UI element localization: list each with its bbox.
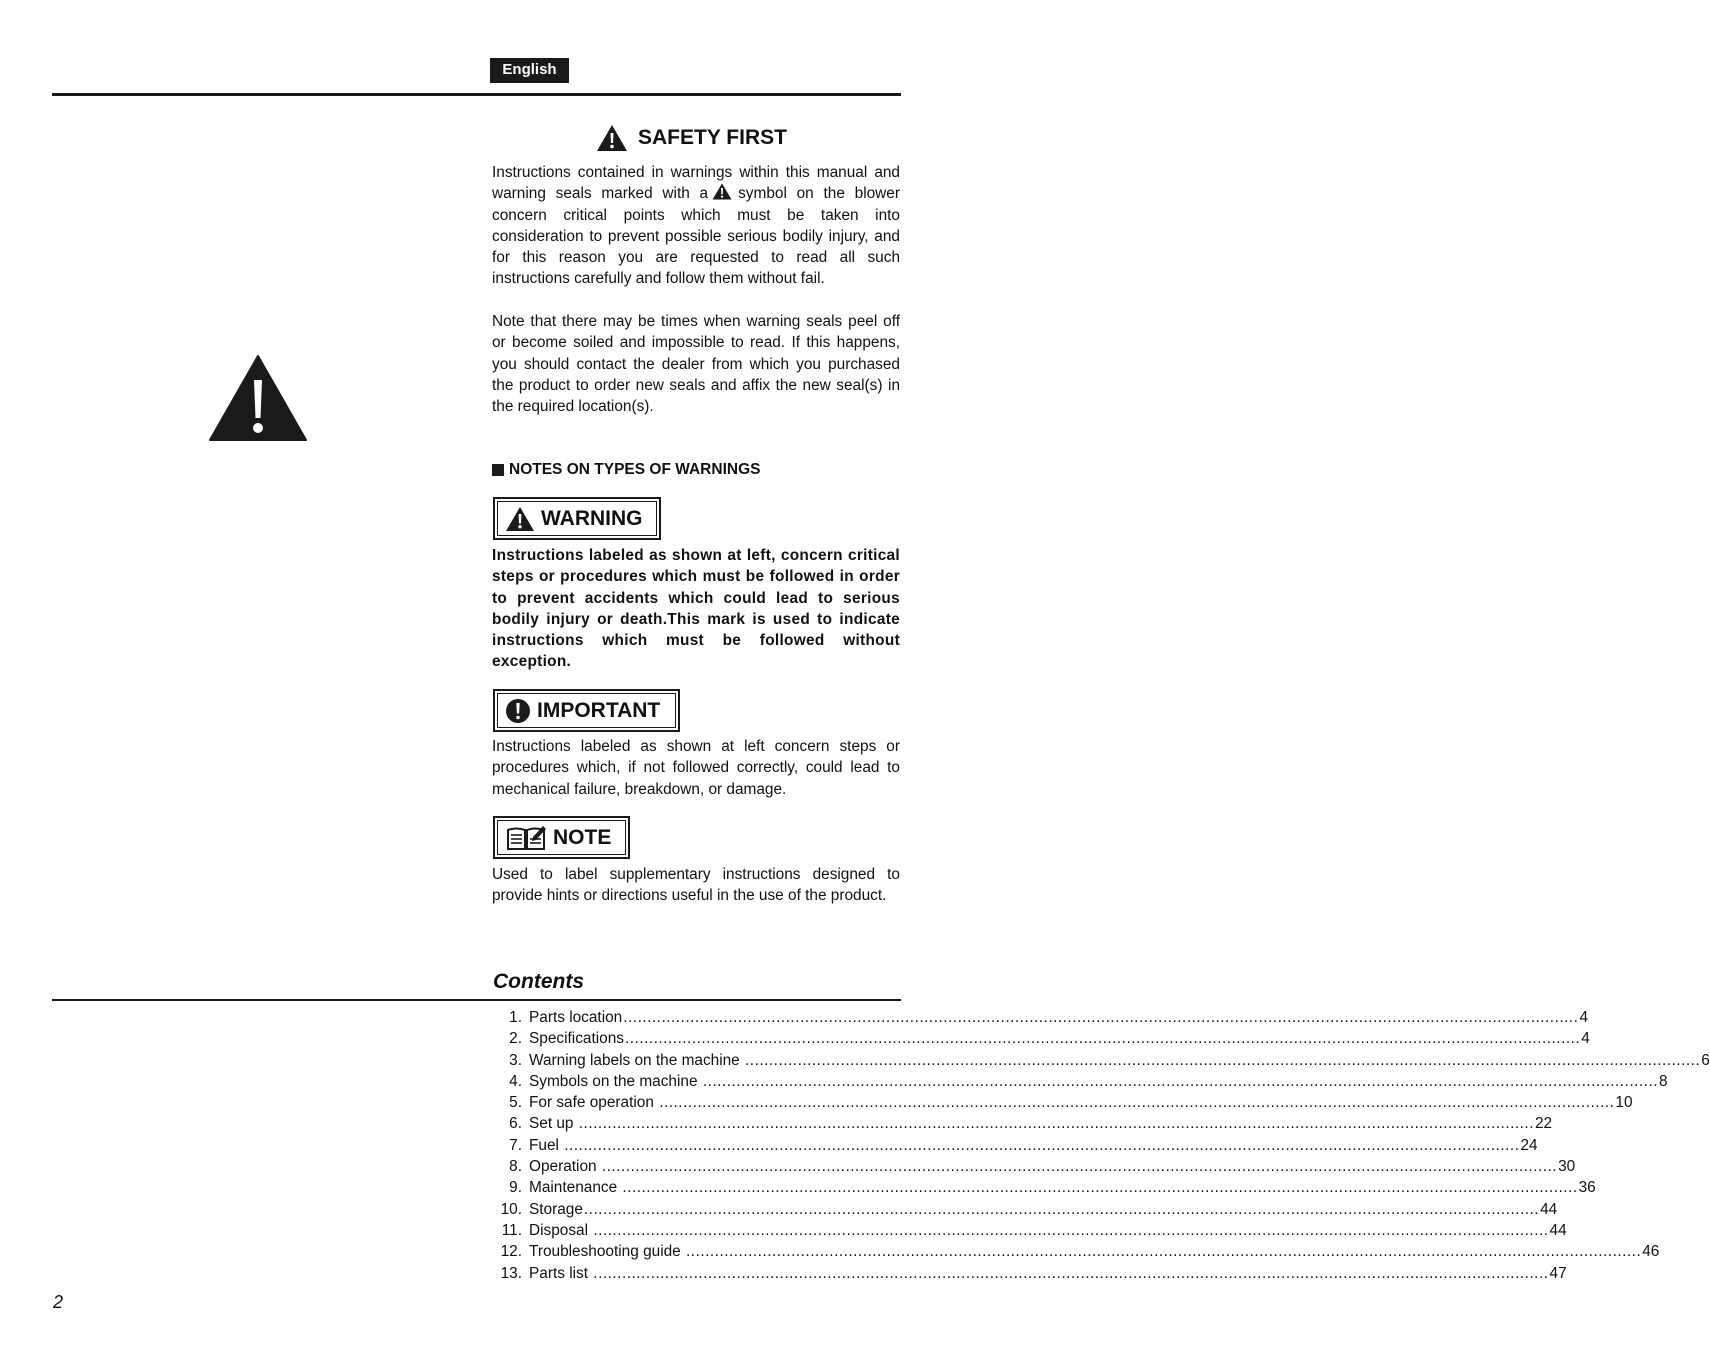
exclamation-circle-icon	[505, 698, 531, 724]
leader-dots: ........................................................................................................................................................................................................	[659, 1094, 1615, 1112]
toc-row[interactable]: 1. Parts location ........................................................................................................................................................................................................ 4	[509, 1009, 1589, 1026]
leader-dots: ........................................................................................................................................................................................................	[593, 1264, 1549, 1282]
toc-row[interactable]: 9. Maintenance ........................................................................................................................................................................................................ 36	[509, 1179, 1596, 1197]
square-bullet-icon	[492, 464, 504, 476]
toc-row[interactable]: 3. Warning labels on the machine ........................................................................................................................................................................................................ 6	[509, 1051, 1710, 1069]
leader-dots: ........................................................................................................................................................................................................	[583, 1200, 1540, 1218]
language-tab: English	[490, 58, 569, 83]
leader-dots: ........................................................................................................................................................................................................	[578, 1115, 1534, 1133]
warning-description: Instructions labeled as shown at left, concern critical steps or procedures which must be followed in order to prevent accidents which could lead to serious bodily injury or death.This mark is used to indicate instructions which must be followed without exception.	[492, 547, 900, 671]
warning-triangle-icon	[208, 354, 308, 442]
important-description: Instructions labeled as shown at left concern steps or procedures which, if not followed correctly, could lead to mechanical failure, breakdown, or damage.	[492, 738, 900, 798]
leader-dots: ........................................................................................................................................................................................................	[622, 1179, 1578, 1197]
safety-paragraph-1: Instructions contained in warnings within this manual and warning seals marked with a symbol on the blower concern critical points which must be taken into consideration to prevent possible serious bodily injury, and for this reason you are requested to read all such instructions carefully and follow them without fail.	[492, 164, 900, 288]
warning-triangle-icon	[596, 124, 628, 152]
warning-triangle-icon	[712, 183, 732, 200]
note-label: NOTE	[493, 816, 630, 859]
safety-paragraph-2: Note that there may be times when warning seals peel off or become soiled and impossible to read. If this happens, you should contact the dealer from which you purchased the product to order new seals and affix the new seal(s) in the required location(s).	[492, 313, 900, 416]
important-label: IMPORTANT	[493, 689, 680, 732]
leader-dots: ........................................................................................................................................................................................................	[686, 1243, 1642, 1261]
toc-row[interactable]: 5. For safe operation ........................................................................................................................................................................................................ 10	[509, 1094, 1633, 1112]
leader-dots: ........................................................................................................................................................................................................	[593, 1221, 1549, 1239]
open-book-pencil-icon	[505, 824, 547, 852]
leader-dots: ........................................................................................................................................................................................................	[702, 1072, 1659, 1090]
toc-row[interactable]: 10. Storage ........................................................................................................................................................................................................ 44	[500, 1200, 1558, 1218]
table-of-contents	[492, 1009, 1710, 1286]
contents-rule	[52, 999, 901, 1001]
notes-heading: NOTES ON TYPES OF WARNINGS	[492, 461, 760, 479]
toc-row[interactable]: 13. Parts list ........................................................................................................................................................................................................ 47	[500, 1264, 1567, 1282]
toc-row[interactable]: 6. Set up ........................................................................................................................................................................................................ 22	[509, 1115, 1553, 1133]
leader-dots: ........................................................................................................................................................................................................	[745, 1051, 1701, 1069]
header-rule	[52, 93, 901, 96]
note-description: Used to label supplementary instructions designed to provide hints or directions useful in the use of the product.	[492, 866, 900, 905]
warning-triangle-icon	[505, 506, 535, 532]
leader-dots: ........................................................................................................................................................................................................	[564, 1136, 1520, 1154]
leader-dots: ........................................................................................................................................................................................................	[624, 1030, 1581, 1048]
page-number: 2	[53, 1292, 64, 1312]
contents-title: Contents	[493, 970, 584, 993]
toc-row[interactable]: 7. Fuel ........................................................................................................................................................................................................ 24	[509, 1136, 1538, 1154]
toc-row[interactable]: 8. Operation ........................................................................................................................................................................................................ 30	[509, 1158, 1576, 1176]
toc-row[interactable]: 4. Symbols on the machine ........................................................................................................................................................................................................ 8	[509, 1072, 1668, 1090]
leader-dots: ........................................................................................................................................................................................................	[601, 1158, 1558, 1176]
leader-dots: ........................................................................................................................................................................................................	[623, 1009, 1579, 1026]
safety-first-title	[596, 120, 787, 156]
safety-first-text: SAFETY FIRST	[638, 126, 787, 149]
warning-label: WARNING	[493, 497, 661, 540]
toc-row[interactable]: 2. Specifications ........................................................................................................................................................................................................ 4	[509, 1030, 1590, 1048]
toc-row[interactable]: 12. Troubleshooting guide ........................................................................................................................................................................................................ 46	[500, 1243, 1660, 1261]
toc-row[interactable]: 11. Disposal ........................................................................................................................................................................................................ 44	[501, 1221, 1567, 1239]
